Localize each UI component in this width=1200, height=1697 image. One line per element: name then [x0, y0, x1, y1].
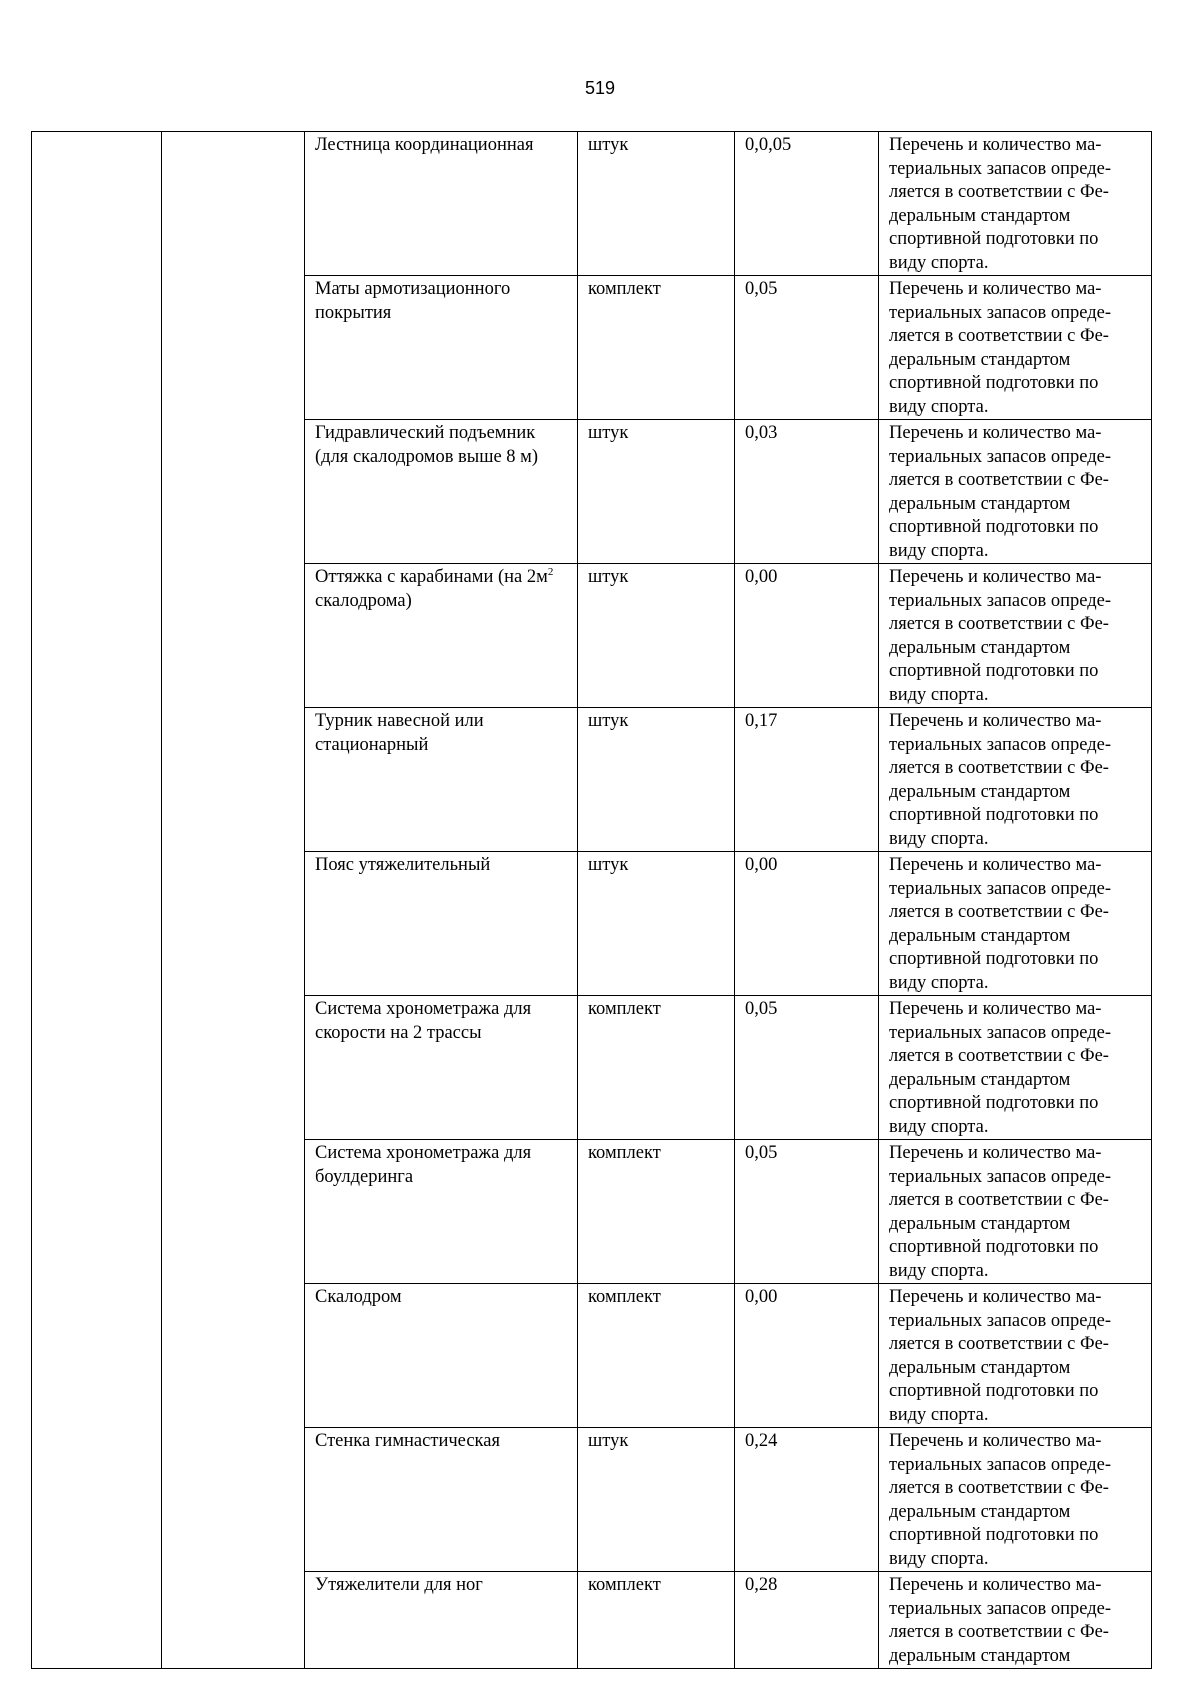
note-line: спортивной подготовки по: [889, 661, 1099, 681]
note-line: спортивной подготовки по: [889, 517, 1099, 537]
note-line: Перечень и количество ма-: [889, 999, 1102, 1019]
equipment-table: [31, 131, 1152, 1669]
note-line: Перечень и количество ма-: [889, 423, 1102, 443]
item-unit: штук: [578, 708, 735, 852]
item-note: [879, 276, 1152, 420]
note-line: спортивной подготовки по: [889, 949, 1099, 969]
note-line: виду спорта.: [889, 828, 989, 849]
note-line: Перечень и количество ма-: [889, 135, 1102, 155]
note-line: Перечень и количество ма-: [889, 1287, 1102, 1307]
note-line: ляется в соответствии с Фе-: [889, 1046, 1109, 1066]
note-line: деральным стандартом: [889, 925, 1071, 946]
empty-cell-col1: [32, 132, 162, 1669]
item-unit: штук: [578, 132, 735, 276]
note-line: ляется в соответствии с Фе-: [889, 758, 1109, 778]
superscript: 2: [547, 565, 554, 578]
note-line: виду спорта.: [889, 684, 989, 705]
item-note: [879, 1284, 1152, 1428]
item-note: [879, 1428, 1152, 1572]
item-quantity: 0,0,05: [735, 132, 879, 276]
item-name-text: Оттяжка с карабинами (на 2м: [315, 567, 548, 587]
note-line: деральным стандартом: [889, 205, 1071, 226]
item-quantity: 0,17: [735, 708, 879, 852]
note-line: виду спорта.: [889, 1260, 989, 1281]
empty-cell-col2: [162, 132, 305, 1669]
note-line: виду спорта.: [889, 1404, 989, 1425]
note-line: териальных запасов опреде-: [889, 1166, 1112, 1187]
note-line: ляется в соответствии с Фе-: [889, 902, 1109, 922]
item-unit: комплект: [578, 1572, 735, 1669]
note-line: Перечень и количество ма-: [889, 1143, 1102, 1163]
note-line: ляется в соответствии с Фе-: [889, 470, 1109, 490]
note-line: териальных запасов опреде-: [889, 734, 1112, 755]
note-line: териальных запасов опреде-: [889, 1022, 1112, 1043]
note-line: териальных запасов опреде-: [889, 446, 1112, 467]
note-line: деральным стандартом: [889, 493, 1071, 514]
item-name: Стенка гимнастическая: [305, 1428, 578, 1572]
note-line: ляется в соответствии с Фе-: [889, 326, 1109, 346]
item-quantity: 0,00: [735, 564, 879, 708]
note-line: деральным стандартом: [889, 349, 1071, 370]
item-note: [879, 852, 1152, 996]
note-line: Перечень и количество ма-: [889, 855, 1102, 875]
item-name: Турник навесной или стационарный: [305, 708, 578, 852]
note-line: ляется в соответствии с Фе-: [889, 1478, 1109, 1498]
note-line: деральным стандартом: [889, 1357, 1071, 1378]
item-quantity: 0,28: [735, 1572, 879, 1669]
item-name: Лестница координационная: [305, 132, 578, 276]
item-unit: комплект: [578, 276, 735, 420]
item-note: [879, 420, 1152, 564]
item-note: [879, 708, 1152, 852]
item-unit: комплект: [578, 1284, 735, 1428]
item-note: [879, 564, 1152, 708]
item-name-text: скалодрома): [315, 590, 412, 611]
note-line: Перечень и количество ма-: [889, 711, 1102, 731]
item-quantity: 0,05: [735, 276, 879, 420]
item-unit: штук: [578, 564, 735, 708]
note-line: виду спорта.: [889, 972, 989, 993]
note-line: Перечень и количество ма-: [889, 1431, 1102, 1451]
note-line: виду спорта.: [889, 1548, 989, 1569]
item-note: [879, 1140, 1152, 1284]
note-line: деральным стандартом: [889, 1501, 1071, 1522]
note-line: спортивной подготовки по: [889, 1525, 1099, 1545]
note-line: деральным стандартом: [889, 1069, 1071, 1090]
item-name: Скалодром: [305, 1284, 578, 1428]
item-name: [305, 564, 578, 708]
item-name: Маты армотизационного покрытия: [305, 276, 578, 420]
note-line: деральным стандартом: [889, 1645, 1071, 1666]
item-quantity: 0,03: [735, 420, 879, 564]
item-note: [879, 132, 1152, 276]
note-line: виду спорта.: [889, 540, 989, 561]
item-unit: штук: [578, 1428, 735, 1572]
note-line: деральным стандартом: [889, 637, 1071, 658]
item-quantity: 0,00: [735, 852, 879, 996]
note-line: Перечень и количество ма-: [889, 279, 1102, 299]
item-name: Система хронометража для скорости на 2 трассы: [305, 996, 578, 1140]
note-line: териальных запасов опреде-: [889, 158, 1112, 179]
note-line: деральным стандартом: [889, 781, 1071, 802]
note-line: деральным стандартом: [889, 1213, 1071, 1234]
item-name: Система хронометража для боулдеринга: [305, 1140, 578, 1284]
note-line: виду спорта.: [889, 252, 989, 273]
note-line: Перечень и количество ма-: [889, 1575, 1102, 1595]
page-number: 519: [584, 78, 616, 98]
note-line: териальных запасов опреде-: [889, 590, 1112, 611]
note-line: Перечень и количество ма-: [889, 567, 1102, 587]
note-line: ляется в соответствии с Фе-: [889, 182, 1109, 202]
item-unit: штук: [578, 852, 735, 996]
item-name: Гидравлический подъемник (для скалодромов выше 8 м): [305, 420, 578, 564]
table-row: [32, 132, 1152, 276]
item-unit: комплект: [578, 996, 735, 1140]
note-line: спортивной подготовки по: [889, 1381, 1099, 1401]
note-line: ляется в соответствии с Фе-: [889, 614, 1109, 634]
note-line: териальных запасов опреде-: [889, 1454, 1112, 1475]
note-line: териальных запасов опреде-: [889, 302, 1112, 323]
note-line: спортивной подготовки по: [889, 373, 1099, 393]
item-unit: комплект: [578, 1140, 735, 1284]
note-line: ляется в соответствии с Фе-: [889, 1334, 1109, 1354]
note-line: териальных запасов опреде-: [889, 1310, 1112, 1331]
item-quantity: 0,05: [735, 996, 879, 1140]
note-line: спортивной подготовки по: [889, 805, 1099, 825]
item-name: Пояс утяжелительный: [305, 852, 578, 996]
note-line: спортивной подготовки по: [889, 1093, 1099, 1113]
note-line: териальных запасов опреде-: [889, 878, 1112, 899]
note-line: ляется в соответствии с Фе-: [889, 1622, 1109, 1642]
item-quantity: 0,05: [735, 1140, 879, 1284]
item-name: Утяжелители для ног: [305, 1572, 578, 1669]
item-quantity: 0,24: [735, 1428, 879, 1572]
note-line: спортивной подготовки по: [889, 1237, 1099, 1257]
item-note: [879, 1572, 1152, 1669]
item-note: [879, 996, 1152, 1140]
note-line: виду спорта.: [889, 396, 989, 417]
note-line: спортивной подготовки по: [889, 229, 1099, 249]
item-quantity: 0,00: [735, 1284, 879, 1428]
note-line: ляется в соответствии с Фе-: [889, 1190, 1109, 1210]
item-unit: штук: [578, 420, 735, 564]
note-line: виду спорта.: [889, 1116, 989, 1137]
note-line: териальных запасов опреде-: [889, 1598, 1112, 1619]
